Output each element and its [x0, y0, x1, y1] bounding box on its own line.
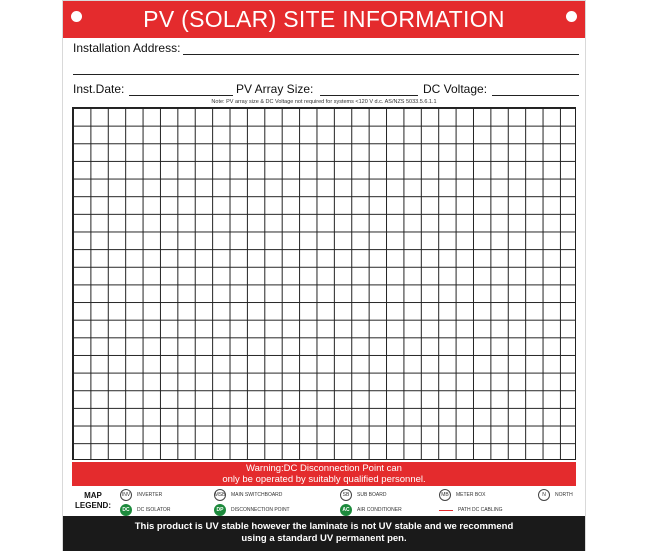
main-switchboard-symbol: MSB — [214, 489, 226, 501]
legend-title — [73, 491, 113, 511]
legend-title-line-2: LEGEND: — [75, 501, 111, 510]
site-map-grid[interactable] — [72, 107, 576, 460]
legend-label: METER BOX — [456, 492, 486, 498]
legend-item-dc-isolator — [120, 504, 170, 516]
site-information-sign — [62, 0, 586, 551]
footer-uv-notice — [63, 516, 585, 551]
legend-label: SUB BOARD — [357, 492, 387, 498]
inverter-symbol: INV — [120, 489, 132, 501]
footer-line-1: This product is UV stable however the laminate is not UV stable and we recommend — [134, 521, 514, 532]
air-conditioner-symbol: AC — [340, 504, 352, 516]
inst-date-label: Inst.Date: — [73, 82, 125, 96]
installation-address-line-2[interactable] — [73, 74, 579, 75]
mounting-hole-left — [71, 11, 82, 22]
legend-label: INVERTER — [137, 492, 163, 498]
pv-array-size-label: PV Array Size: — [236, 82, 314, 96]
legend-item-inverter — [120, 489, 162, 501]
inst-date-line[interactable] — [129, 95, 233, 96]
mounting-hole-right — [566, 11, 577, 22]
footer-line-2: using a standard UV permanent pen. — [241, 533, 407, 544]
legend-title-line-1: MAP — [84, 491, 102, 500]
legend-item-meter-box — [439, 489, 485, 501]
legend-label: AIR CONDITIONER — [357, 507, 402, 513]
legend-item-disconnection-point — [214, 504, 290, 516]
disconnection-point-symbol: DP — [214, 504, 226, 516]
sign-title: PV (SOLAR) SITE INFORMATION — [63, 1, 585, 38]
sub-board-symbol: SB — [340, 489, 352, 501]
meter-box-symbol: MB — [439, 489, 451, 501]
legend-label: DISCONNECTION POINT — [231, 507, 290, 513]
installation-address-label: Installation Address: — [73, 41, 181, 55]
warning-banner — [72, 462, 576, 486]
dc-cabling-line-symbol — [439, 510, 453, 511]
pv-array-size-line[interactable] — [320, 95, 418, 96]
warning-line-2: only be operated by suitably qualified personnel. — [222, 474, 426, 485]
legend-label: MAIN SWITCHBOARD — [231, 492, 283, 498]
legend-label: NORTH — [555, 492, 573, 498]
installation-address-row-2 — [73, 61, 579, 77]
warning-line-1: Warning:DC Disconnection Point can — [246, 463, 402, 474]
legend-item-sub-board — [340, 489, 386, 501]
installation-address-row — [73, 41, 579, 57]
legend-item-air-conditioner — [340, 504, 402, 516]
legend-label: DC ISOLATOR — [137, 507, 171, 513]
details-row — [73, 82, 579, 98]
north-arrow-icon: N — [538, 489, 550, 501]
installation-address-line[interactable] — [183, 54, 579, 55]
legend-item-north — [538, 489, 573, 501]
dc-voltage-label: DC Voltage: — [423, 82, 488, 96]
legend-item-main-switchboard — [214, 489, 282, 501]
note-text: Note: PV array size & DC Voltage not required for systems <120 V d.c. AS/NZS 5033.5.6.1.1 — [211, 99, 437, 105]
dc-isolator-symbol: DC — [120, 504, 132, 516]
legend-item-path-dc-cabling — [439, 507, 503, 513]
dc-voltage-line[interactable] — [492, 95, 579, 96]
legend-label: PATH DC CABLING — [458, 507, 503, 513]
